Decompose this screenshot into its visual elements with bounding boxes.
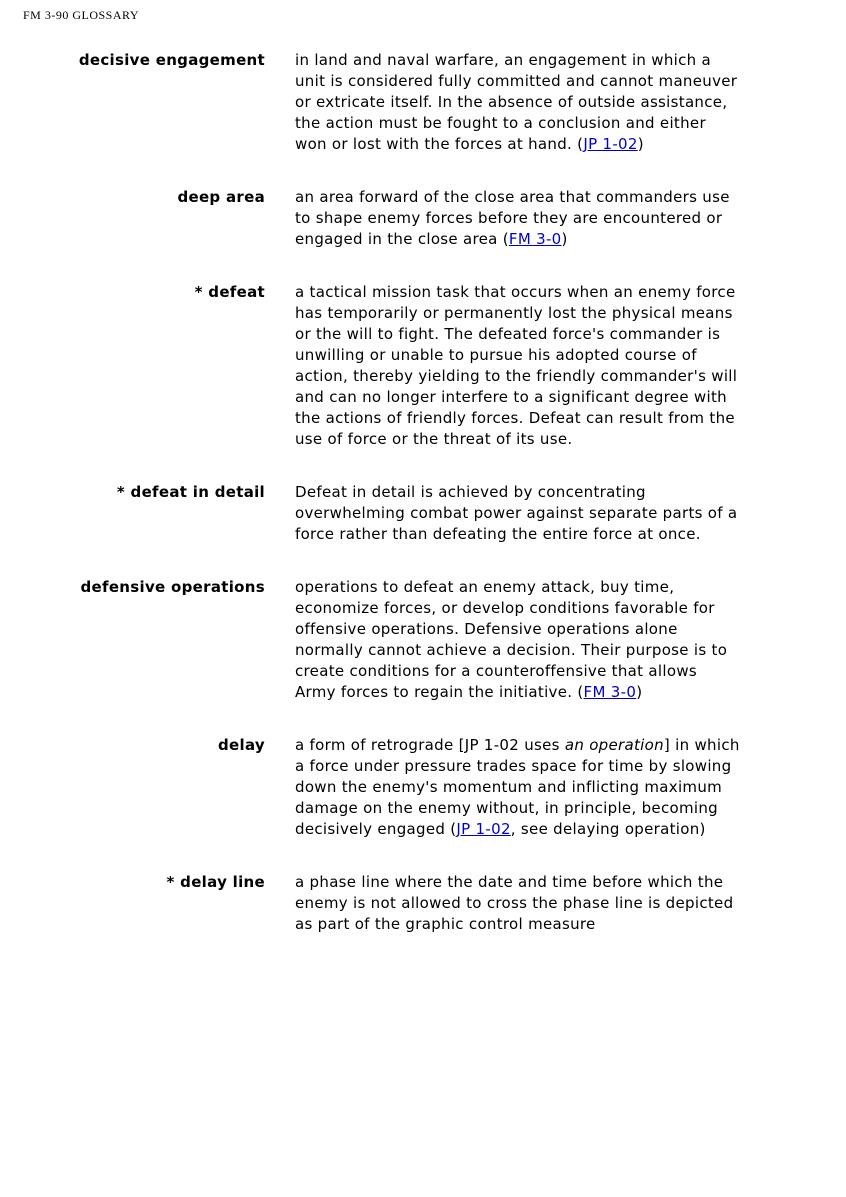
glossary-definition (295, 872, 742, 935)
definition-text: operations to defeat an enemy attack, buy time, economize forces, or develop conditions favorable for offensive operations. Defensive operations alone normally cannot achieve a decision. Their purpose is to create conditions for a counteroffensive that allows Army forces to regain the initiative. ( (295, 578, 728, 701)
glossary-term: delay (218, 736, 265, 754)
glossary-definition (295, 50, 742, 155)
definition-text: ) (561, 230, 568, 248)
definition-text: ) (637, 135, 644, 153)
glossary-definition (295, 735, 742, 840)
definition-text: ) (636, 683, 643, 701)
reference-link[interactable]: FM 3-0 (583, 683, 637, 701)
definition-text: a tactical mission task that occurs when an enemy force has temporarily or permanently lost the physical means or the will to fight. The defeated force's commander is unwilling or unable to pursue his adopted course of action, thereby yielding to the friendly commander's will and can no longer interfere to a significant degree with the actions of friendly forces. Defeat can result from the use of force or the threat of its use. (295, 283, 738, 448)
page-header: FM 3-90 GLOSSARY (23, 8, 140, 22)
glossary-entry (23, 577, 822, 703)
glossary-entry (23, 282, 822, 450)
definition-text: in land and naval warfare, an engagement in which a unit is considered fully committed and cannot maneuver or extricate itself. In the absence of outside assistance, the action must be fought to a conclusion and either won or lost with the forces at hand. ( (295, 51, 738, 153)
glossary-entry (23, 872, 822, 935)
glossary-term: defensive operations (80, 578, 265, 596)
glossary-list (23, 50, 822, 935)
definition-text: a form of retrograde [JP 1-02 uses (295, 736, 565, 754)
glossary-entry (23, 187, 822, 250)
italic-text: an operation (564, 736, 664, 754)
definition-text: Defeat in detail is achieved by concentrating overwhelming combat power against separate parts of a force rather than defeating the entire force at once. (295, 483, 738, 543)
glossary-term: deep area (177, 188, 265, 206)
glossary-definition (295, 282, 742, 450)
glossary-entry (23, 482, 822, 545)
glossary-definition (295, 187, 742, 250)
definition-text: , see delaying operation) (510, 820, 706, 838)
glossary-entry (23, 735, 822, 840)
reference-link[interactable]: FM 3-0 (508, 230, 562, 248)
glossary-definition (295, 577, 742, 703)
glossary-entry (23, 50, 822, 155)
glossary-term: * defeat (194, 283, 265, 301)
glossary-definition (295, 482, 742, 545)
definition-text: a phase line where the date and time before which the enemy is not allowed to cross the phase line is depicted as part of the graphic control measure (295, 873, 734, 933)
glossary-term: * defeat in detail (116, 483, 265, 501)
reference-link[interactable]: JP 1-02 (583, 135, 638, 153)
definition-text: an area forward of the close area that commanders use to shape enemy forces before they are encountered or engaged in the close area ( (295, 188, 730, 248)
glossary-term: * delay line (166, 873, 265, 891)
glossary-term: decisive engagement (78, 51, 265, 69)
reference-link[interactable]: JP 1-02 (456, 820, 511, 838)
definition-text: ] in which a force under pressure trades space for time by slowing down the enemy's momentum and inflicting maximum damage on the enemy without, in principle, becoming decisively engaged ( (295, 736, 740, 838)
